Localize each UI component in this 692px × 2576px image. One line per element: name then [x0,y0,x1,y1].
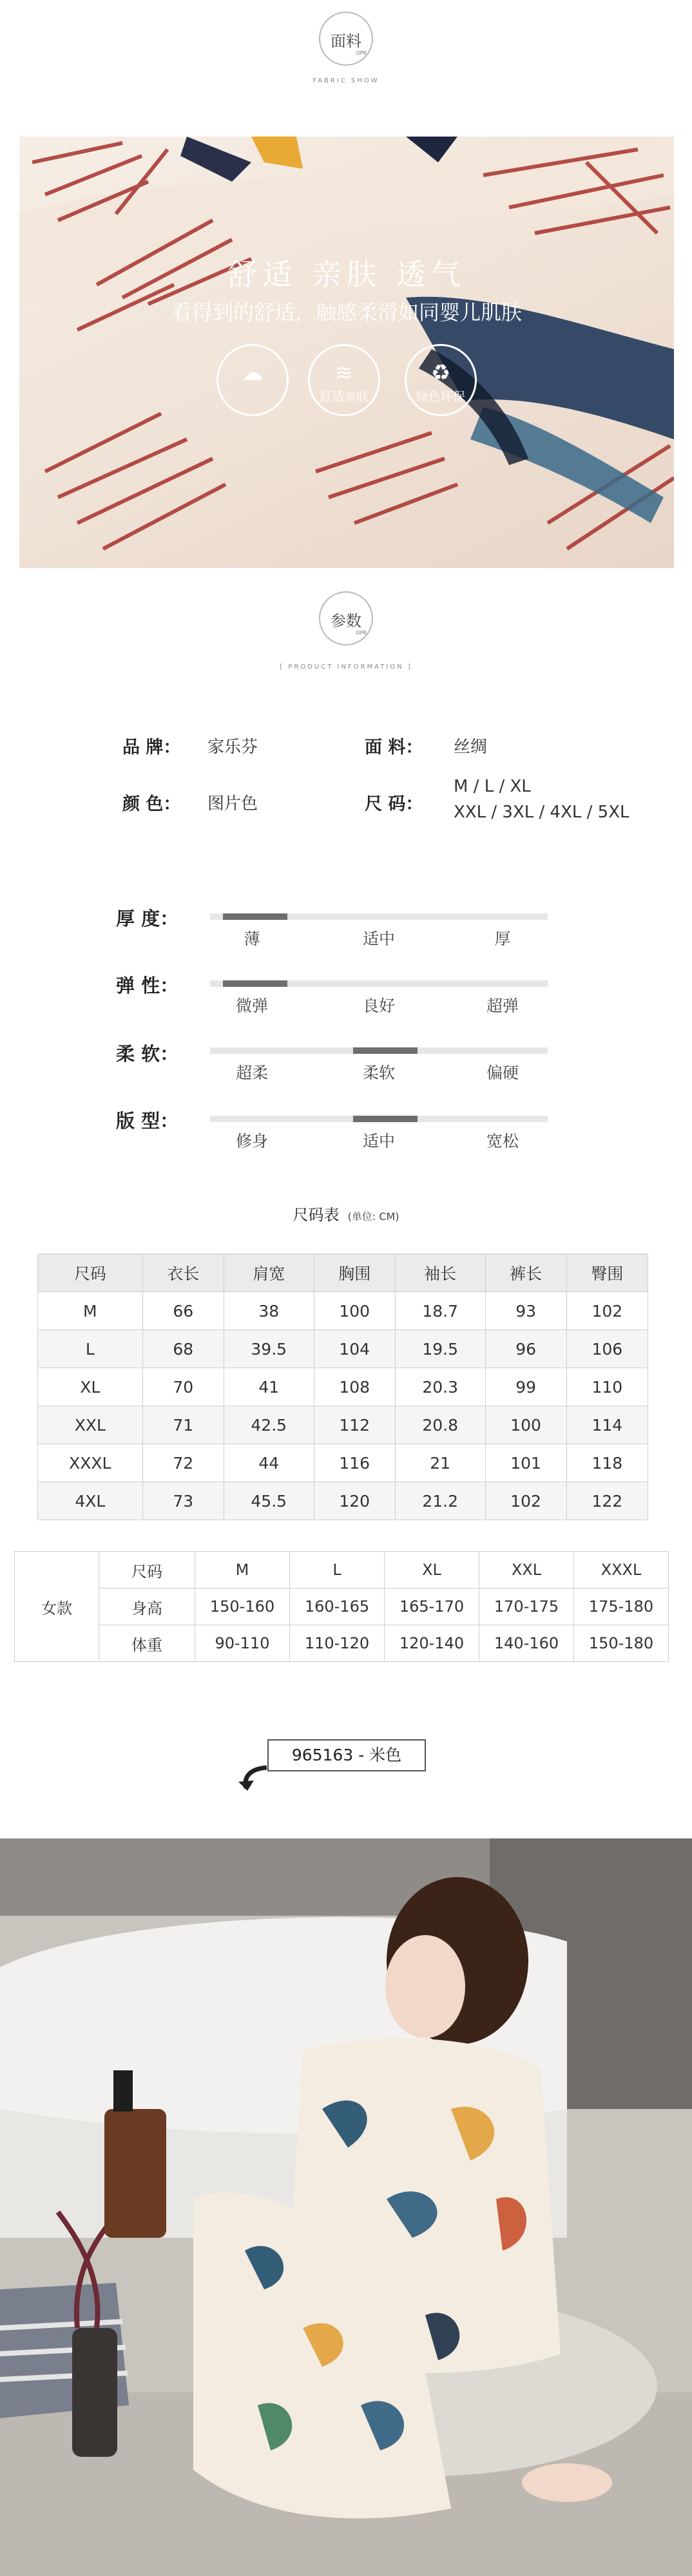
table-cell: 102 [485,1482,566,1520]
table-cell: 100 [485,1406,566,1444]
table-cell: M [38,1292,143,1330]
fabric-banner [19,137,674,568]
table-cell: 140-160 [479,1625,574,1662]
table-cell: 100 [314,1292,395,1330]
table-cell: 160-165 [290,1589,385,1625]
rating-option: 超柔 [235,1064,268,1082]
fabric-badge-small: OPR [356,50,367,56]
size-chart-heading [0,1202,692,1225]
fit-group-label: 女款 [15,1552,99,1662]
size-chart-unit: (单位: CM) [347,1210,399,1223]
table-cell: 18.7 [395,1292,485,1330]
table-cell: 99 [485,1368,566,1406]
table-cell: 120 [314,1482,395,1520]
size-label: 尺 码： [365,794,423,814]
rating-option: 微弹 [235,997,268,1015]
table-cell: 41 [224,1368,314,1406]
table-cell: 93 [485,1292,566,1330]
table-cell: 101 [485,1444,566,1482]
table-cell: XL [385,1552,479,1589]
table-header-cell: 衣长 [142,1254,224,1292]
table-cell: 175-180 [574,1589,669,1625]
table-header-cell: 尺码 [38,1254,143,1292]
recycle-icon: ♻ [430,360,451,386]
curved-arrow-icon [236,1762,271,1792]
color-tag: 965163 - 米色 [267,1739,426,1771]
table-header-cell: 肩宽 [224,1254,314,1292]
color-label: 颜 色： [122,794,181,814]
rating-fill [223,913,287,920]
table-cell: 20.3 [395,1368,485,1406]
brand-label: 品 牌： [122,738,181,758]
table-cell: 110 [566,1368,648,1406]
table-cell: 120-140 [385,1625,479,1662]
table-cell: 19.5 [395,1330,485,1368]
size-value-line2: XXL / 3XL / 4XL / 5XL [454,803,630,822]
feature-eco [405,344,477,416]
table-cell: 150-180 [574,1625,669,1662]
rating-track [210,1116,548,1122]
table-header-cell: 袖长 [395,1254,485,1292]
table-cell: 4XL [38,1482,143,1520]
table-cell: 170-175 [479,1589,574,1625]
table-cell: 21.2 [395,1482,485,1520]
rating-label: 厚 度： [116,908,179,930]
table-cell: 68 [142,1330,224,1368]
table-cell: 90-110 [195,1625,290,1662]
table-cell: 体重 [99,1625,195,1662]
table-cell: 72 [142,1444,224,1482]
rating-track [210,1047,548,1054]
table-row [38,1406,648,1444]
table-cell: 66 [142,1292,224,1330]
wave-icon: ≋ [334,360,354,386]
rating-track [210,913,548,920]
table-cell: 118 [566,1444,648,1482]
table-cell: 108 [314,1368,395,1406]
table-cell: 38 [224,1292,314,1330]
model-photo [0,1838,692,2576]
table-cell: 20.8 [395,1406,485,1444]
rating-option: 宽松 [486,1132,519,1150]
table-cell: 122 [566,1482,648,1520]
params-badge-small: OPR [356,630,367,636]
material-label: 面 料： [365,738,423,758]
table-cell: 42.5 [224,1406,314,1444]
table-row [15,1625,669,1662]
table-cell: 73 [142,1482,224,1520]
table-header-cell: 裤长 [485,1254,566,1292]
rating-fill [353,1116,418,1122]
rating-option: 超弹 [486,997,519,1015]
table-cell: XL [38,1368,143,1406]
table-row [38,1330,648,1368]
rating-option: 修身 [235,1132,268,1150]
table-header-cell: 臀围 [566,1254,648,1292]
table-cell: 110-120 [290,1625,385,1662]
table-cell: XXXL [574,1552,669,1589]
table-cell: M [195,1552,290,1589]
fabric-subtitle: FABRIC SHOW [312,77,380,84]
rating-label: 弹 性： [116,975,179,997]
material-value: 丝绸 [454,738,488,757]
table-cell: 102 [566,1292,648,1330]
rating-option: 柔软 [362,1064,395,1082]
table-cell: 96 [485,1330,566,1368]
feature-comfort-label: 舒适亲肤 [319,390,369,404]
feature-comfort [308,344,380,416]
table-cell: XXL [38,1406,143,1444]
table-cell: XXXL [38,1444,143,1482]
table-cell: 45.5 [224,1482,314,1520]
table-row [38,1444,648,1482]
fabric-badge-title: 面料 [331,32,361,50]
params-badge [319,591,373,645]
table-row [15,1552,669,1589]
feature-cloud [216,344,289,416]
rating-option: 适中 [362,1132,395,1150]
table-cell: 114 [566,1406,648,1444]
table-row [38,1482,648,1520]
rating-option: 适中 [362,930,395,948]
fit-chart-table [14,1551,669,1662]
brand-value: 家乐芬 [207,738,258,757]
table-cell: 150-160 [195,1589,290,1625]
table-header-cell: 胸围 [314,1254,395,1292]
table-cell: 尺码 [99,1552,195,1589]
table-cell: 112 [314,1406,395,1444]
rating-track [210,980,548,987]
table-cell: 71 [142,1406,224,1444]
rating-fill [223,980,287,987]
table-row [15,1589,669,1625]
size-chart-table [37,1254,648,1520]
rating-option: 薄 [244,930,260,948]
params-badge-title: 参数 [331,612,361,630]
table-cell: 165-170 [385,1589,479,1625]
table-cell: 70 [142,1368,224,1406]
table-cell: L [38,1330,143,1368]
size-chart-header-row [38,1254,648,1292]
fabric-badge [319,12,373,66]
cloud-icon: ☁ [242,360,264,386]
table-cell: XXL [479,1552,574,1589]
table-cell: 身高 [99,1589,195,1625]
rating-label: 柔 软： [116,1043,179,1065]
rating-option: 良好 [362,997,395,1015]
table-cell: 21 [395,1444,485,1482]
fabric-headline: 舒适 亲肤 透气 [227,257,466,292]
table-cell: 44 [224,1444,314,1482]
table-cell: 104 [314,1330,395,1368]
size-value-line1: M / L / XL [454,777,531,796]
table-cell: 39.5 [224,1330,314,1368]
fabric-tagline: 看得到的舒适，触感柔滑如同婴儿肌肤 [171,300,522,325]
model-photo-illustration [0,1838,692,2576]
rating-fill [353,1047,418,1054]
table-cell: 106 [566,1330,648,1368]
color-value: 图片色 [207,794,258,814]
rating-option: 偏硬 [486,1064,519,1082]
feature-eco-label: 绿色环保 [416,390,465,404]
rating-label: 版 型： [116,1110,179,1132]
table-row [38,1368,648,1406]
table-cell: L [290,1552,385,1589]
table-row [38,1292,648,1330]
rating-option: 厚 [494,930,511,948]
params-subtitle: [ PRODUCT INFORMATION ] [280,663,412,671]
table-cell: 116 [314,1444,395,1482]
size-chart-title: 尺码表 [293,1206,340,1224]
